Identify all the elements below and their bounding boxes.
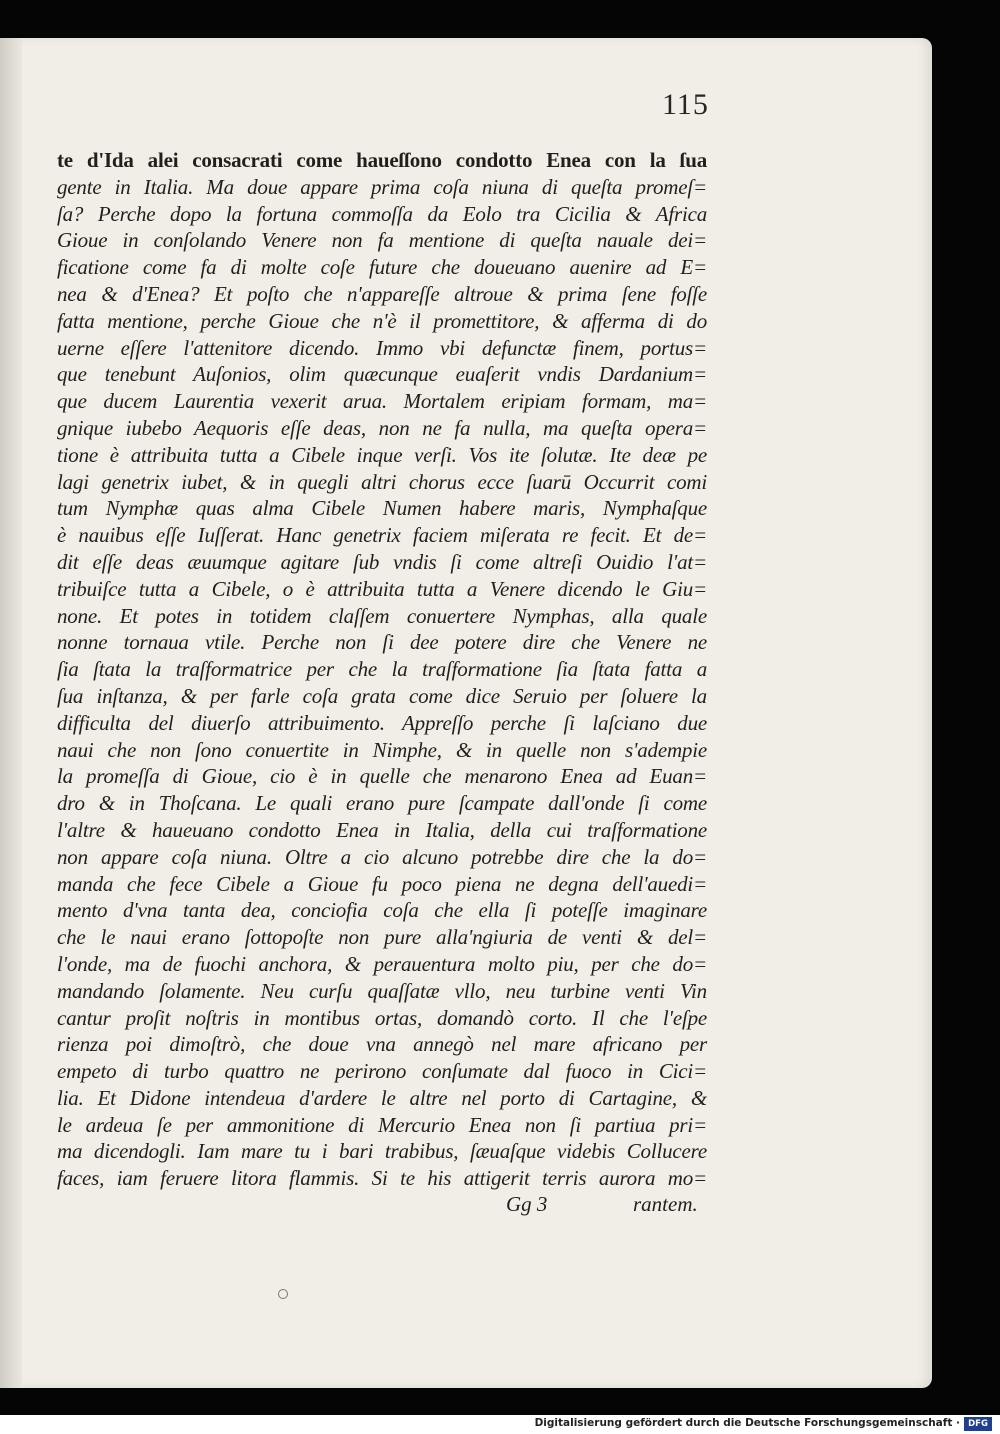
text-line: empeto di turbo quattro ne perirono conſumate dal fuoco in Cici= [57, 1059, 707, 1084]
text-line: è nauibus eſſe Iuſſerat. Hanc genetrix faciem miſerata re fecit. Et de= [57, 523, 707, 548]
text-line: nonne tornaua vtile. Perche non ſi dee potere dire che Venere ne [57, 630, 707, 655]
text-line: le ardeua ſe per ammonitione di Mercurio Enea non ſi partiua pri= [57, 1112, 707, 1137]
text-line: ſua inſtanza, & per farle coſa grata come dice Seruio per ſoluere la [57, 683, 707, 708]
footer-credit: Digitalisierung gefördert durch die Deutsche Forschungsgemeinschaft · [534, 1417, 960, 1429]
signature-mark: Gg 3 [506, 1192, 548, 1216]
text-line: mento d'vna tanta dea, conciofia coſa che ella ſi poteſſe imaginare [57, 898, 707, 923]
text-line: dro & in Thoſcana. Le quali erano pure ſcampate dall'onde ſi come [57, 791, 707, 816]
text-line: non appare coſa niuna. Oltre a cio alcuno potrebbe dire che la do= [57, 844, 707, 869]
text-line: que tenebunt Auſonios, olim quæcunque euaſerit vndis Dardanium= [57, 362, 707, 387]
text-line: difficulta del diuerſo attribuimento. Appreſſo perche ſi laſciano due [57, 710, 707, 735]
text-line: gnique iubebo Aequoris eſſe deas, non ne fa nulla, ma queſta opera= [57, 415, 707, 440]
text-line: rienza poi dimoſtrò, che doue vna annegò nel mare africano per [57, 1032, 707, 1057]
page-number: 115 [662, 88, 709, 121]
stray-mark [278, 1289, 288, 1299]
text-line: mandando ſolamente. Neu curſu quaſſatæ vllo, neu turbine venti Vin [57, 978, 707, 1003]
text-line: manda che fece Cibele a Gioue fu poco piena ne degna dell'auedi= [57, 871, 707, 896]
text-line: Gioue in conſolando Venere non fa mentione di queſta nauale dei= [57, 228, 707, 253]
text-line: che le naui erano ſottopoſte non pure alla'ngiuria de venti & del= [57, 925, 707, 950]
text-line: ficatione come fa di molte coſe future che doueuano auenire ad E= [57, 255, 707, 280]
dfg-logo: DFG [964, 1417, 992, 1431]
text-line: nea & d'Enea? Et poſto che n'appareſſe altroue & prima ſene foſſe [57, 281, 707, 306]
text-line: cantur proſit noſtris in montibus ortas, domandò corto. Il che l'eſpe [57, 1005, 707, 1030]
text-line: tribuiſce tutta a Cibele, o è attribuita tutta a Venere dicendo le Giu= [57, 576, 707, 601]
text-line: la promeſſa di Gioue, cio è in quelle che menarono Enea ad Euan= [57, 764, 707, 789]
text-line: uerne eſſere l'attenitore dicendo. Immo vbi defunctæ finem, portus= [57, 335, 707, 360]
text-line: faces, iam feruere litora flammis. Si te his attigerit terris aurora mo= [57, 1166, 707, 1191]
text-line: que ducem Laurentia vexerit arua. Mortalem eripiam formam, ma= [57, 389, 707, 414]
text-line: tione è attribuita tutta a Cibele inque verſi. Vos ite ſolutæ. Ite deæ pe [57, 442, 707, 467]
text-line: te d'Ida alei consacrati come haueſſono condotto Enea con la ſua [57, 148, 707, 172]
text-line: tum Nymphæ quas alma Cibele Numen habere maris, Nymphaſque [57, 496, 707, 521]
text-line: l'onde, ma de fuochi anchora, & perauentura molto piu, per che do= [57, 951, 707, 976]
text-line: ma dicendogli. Iam mare tu i bari trabibus, ſæuaſque videbis Collucere [57, 1139, 707, 1164]
text-line: lia. Et Didone intendeua d'ardere le altre nel porto di Cartagine, & [57, 1085, 707, 1110]
text-line: dit eſſe deas æuumque agitare ſub vndis ſi come altreſi Ouidio l'at= [57, 549, 707, 574]
text-line: naui che non ſono conuertite in Nimphe, & in quelle non s'adempie [57, 737, 707, 762]
page-binding-edge [0, 38, 22, 1388]
footer-bar [0, 1415, 1000, 1434]
catchword: rantem. [633, 1192, 698, 1216]
text-line: gente in Italia. Ma doue appare prima coſa niuna di queſta promeſ= [57, 174, 707, 199]
text-line: ſa? Perche dopo la fortuna commoſſa da Eolo tra Cicilia & Africa [57, 201, 707, 226]
page-text [57, 147, 707, 1192]
text-line: lagi genetrix iubet, & in quegli altri chorus ecce ſuarū Occurrit comi [57, 469, 707, 494]
text-line: fatta mentione, perche Gioue che n'è il promettitore, & afferma di do [57, 308, 707, 333]
text-line: ſia ſtata la traſformatrice per che la traſformatione ſia ſtata fatta a [57, 657, 707, 682]
text-line: l'altre & haueuano condotto Enea in Italia, della cui traſformatione [57, 817, 707, 842]
text-line: none. Et potes in totidem claſſem conuertere Nymphas, alla quale [57, 603, 707, 628]
